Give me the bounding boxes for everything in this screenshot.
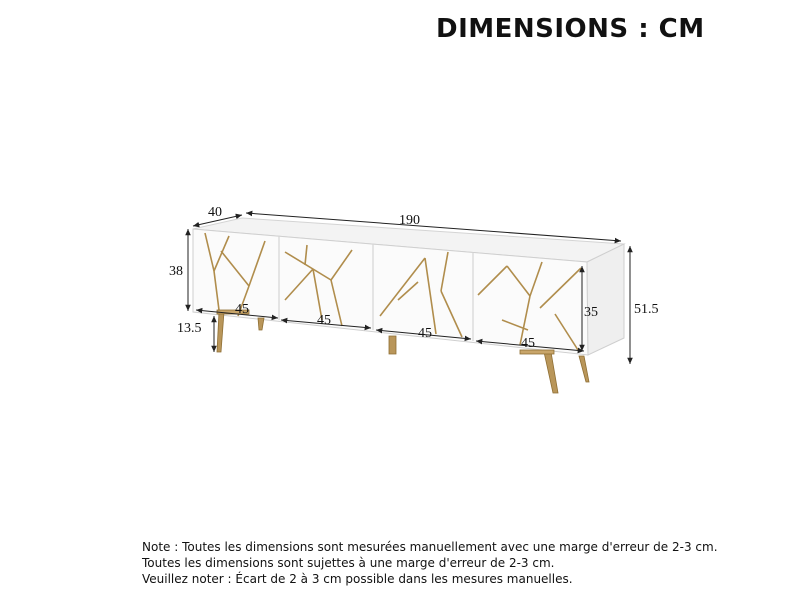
leg-front-left xyxy=(217,312,224,352)
note-line: Note : Toutes les dimensions sont mesurées manuellement avec une marge d'erreur de 2-3 cm. xyxy=(142,540,718,554)
leg-height-label: 13.5 xyxy=(177,321,202,336)
cabinet-body xyxy=(193,218,624,355)
door-width-label-4: 45 xyxy=(521,336,535,351)
leg-back-right xyxy=(579,356,589,382)
door-height-label: 35 xyxy=(584,305,598,320)
door-width-label-2: 45 xyxy=(317,313,331,328)
measurement-notes xyxy=(142,539,718,587)
note-line: Toutes les dimensions sont sujettes à une marge d'erreur de 2-3 cm. xyxy=(142,556,555,570)
body-height-label: 38 xyxy=(169,264,183,279)
page-title: DIMENSIONS : CM xyxy=(436,14,705,44)
depth-label: 40 xyxy=(208,205,222,220)
leg-back-left xyxy=(258,318,264,330)
note-line: Veuillez noter : Écart de 2 à 3 cm possible dans les mesures manuelles. xyxy=(142,572,573,586)
door-width-label-3: 45 xyxy=(418,326,432,341)
cabinet-side xyxy=(587,244,624,355)
width-label: 190 xyxy=(399,213,420,228)
leg-front-right xyxy=(544,352,558,393)
door-width-label-1: 45 xyxy=(235,302,249,317)
total-height-label: 51.5 xyxy=(634,302,659,317)
leg-center xyxy=(389,336,396,354)
